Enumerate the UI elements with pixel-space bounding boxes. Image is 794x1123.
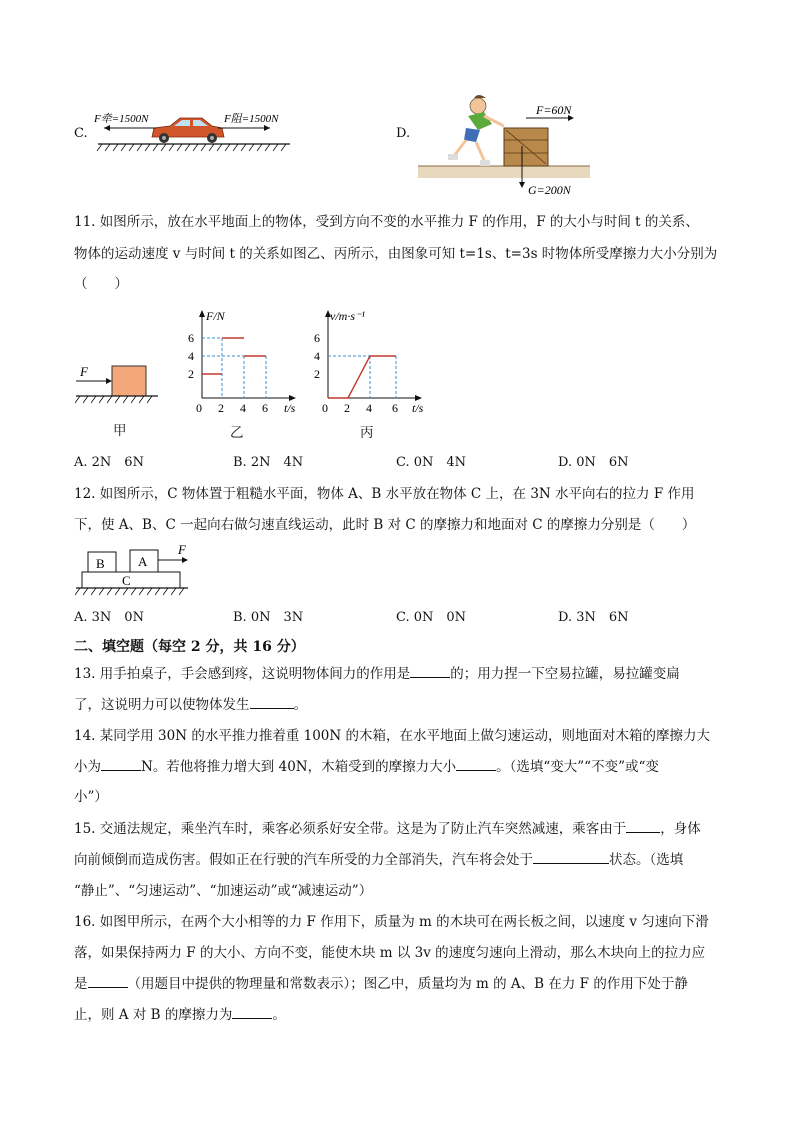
bing-xtick-6: 6 — [392, 401, 398, 415]
box-weight-label: G=200N — [528, 183, 571, 196]
yi-xtick-4: 4 — [240, 401, 246, 415]
bing-xtick-0: 0 — [322, 401, 328, 415]
q11-line1: 11. 如图所示，放在水平地面上的物体，受到方向不变的水平推力 F 的作用，F 的大小与时间 t 的关系、 — [74, 214, 699, 230]
q12-option-a[interactable]: A. 3N 0N — [74, 610, 144, 625]
q12-label-c: C — [122, 573, 131, 588]
yi-xlabel: t/s — [284, 401, 296, 415]
q11-option-b[interactable]: B. 2N 4N — [233, 455, 304, 470]
q16-blank2[interactable] — [232, 1004, 272, 1019]
section-fill-in-title: 二、填空题（每空 2 分，共 16 分） — [74, 639, 305, 655]
q11-line3: （ ） — [74, 276, 128, 292]
option-d-label: D. — [396, 126, 411, 141]
q11-caption-yi: 乙 — [230, 425, 244, 441]
yi-xtick-0: 0 — [196, 401, 202, 415]
bing-ylabel: v/m·s⁻¹ — [330, 309, 365, 323]
yi-ytick-2: 2 — [188, 367, 194, 381]
q15-blank1[interactable] — [626, 818, 660, 833]
q12-option-d[interactable]: D. 3N 6N — [558, 610, 629, 625]
q11-caption-bing: 丙 — [360, 425, 374, 441]
bing-xtick-2: 2 — [344, 401, 350, 415]
q12-label-f: F — [178, 542, 186, 557]
bing-xtick-4: 4 — [366, 401, 372, 415]
q12-label-a: A — [138, 554, 148, 569]
yi-ytick-6: 6 — [188, 331, 194, 345]
box-push-figure — [418, 90, 598, 196]
q15-line3: “静止”、“匀速运动”、“加速运动”或“减速运动”） — [74, 883, 373, 899]
q12-label-b: B — [96, 556, 105, 571]
q13-line1: 13. 用手拍桌子，手会感到疼，这说明物体间力的作用是 的；用力捏一下空易拉罐，易拉罐变扁 — [74, 663, 680, 685]
yi-ylabel: F/N — [206, 309, 225, 323]
q11-caption-jia: 甲 — [113, 423, 127, 439]
box-force-label: F=60N — [536, 103, 572, 117]
q13-line2: 了，这说明力可以使物体发生 。 — [74, 694, 307, 716]
q15-line2: 向前倾倒而造成伤害。假如正在行驶的汽车所受的力全部消失，汽车将会处于 状态。（选填 — [74, 849, 683, 871]
yi-ytick-4: 4 — [188, 349, 194, 363]
q16-line2: 落，如果保持两力 F 的大小、方向不变，能使木块 m 以 3v 的速度匀速向上滑动，那么木块向上的拉力应 — [74, 945, 706, 961]
q14-blank2[interactable] — [456, 756, 496, 771]
q11-option-d[interactable]: D. 0N 6N — [558, 455, 629, 470]
car-force-right-label: F阻=1500N — [224, 113, 279, 125]
bing-ytick-2: 2 — [314, 367, 320, 381]
q15-blank2[interactable] — [533, 849, 609, 864]
q16-blank1[interactable] — [88, 973, 128, 988]
yi-xtick-6: 6 — [262, 401, 268, 415]
q11-chart-yi — [182, 306, 302, 418]
q12-option-c[interactable]: C. 0N 0N — [396, 610, 467, 625]
q14-line2: 小为 N。若他将推力增大到 40N，木箱受到的摩擦力大小 。（选填“变大”“不变”或“变 — [74, 756, 659, 778]
q11-chart-bing — [308, 306, 438, 418]
q11-figure-jia — [72, 360, 162, 410]
q11-option-a[interactable]: A. 2N 6N — [74, 455, 144, 470]
q12-line1: 12. 如图所示，C 物体置于粗糙水平面，物体 A、B 水平放在物体 C 上，在 3N 水平向右的拉力 F 作用 — [74, 486, 695, 502]
q14-line1: 14. 某同学用 30N 的水平推力推着重 100N 的木箱，在水平地面上做匀速运动，则地面对木箱的摩擦力大 — [74, 728, 710, 744]
q14-line3: 小”） — [74, 789, 108, 805]
yi-xtick-2: 2 — [218, 401, 224, 415]
q13-blank2[interactable] — [250, 694, 294, 709]
car-force-left-label: F牵=1500N — [94, 113, 149, 125]
q16-line3: 是 （用题目中提供的物理量和常数表示）；图乙中，质量均为 m 的 A、B 在力 F 的作用下处于静 — [74, 973, 688, 995]
q16-line1: 16. 如图甲所示，在两个大小相等的力 F 作用下，质量为 m 的木块可在两长板之间，以速度 v 匀速向下滑 — [74, 914, 709, 930]
q13-blank1[interactable] — [410, 663, 450, 678]
q12-option-b[interactable]: B. 0N 3N — [233, 610, 304, 625]
option-c-label: C. — [74, 126, 88, 141]
car-force-figure — [94, 104, 294, 154]
bing-ytick-6: 6 — [314, 331, 320, 345]
bing-ytick-4: 4 — [314, 349, 320, 363]
q16-line4: 止，则 A 对 B 的摩擦力为 。 — [74, 1004, 286, 1026]
q12-line2: 下，使 A、B、C 一起向右做匀速直线运动，此时 B 对 C 的摩擦力和地面对 C 的摩擦力分别是（ ） — [74, 517, 696, 533]
q11-option-c[interactable]: C. 0N 4N — [396, 455, 467, 470]
q11-force-f-label: F — [80, 364, 88, 379]
bing-xlabel: t/s — [412, 401, 424, 415]
q12-figure — [72, 540, 198, 602]
q15-line1: 15. 交通法规定，乘坐汽车时，乘客必须系好安全带。这是为了防止汽车突然减速，乘客由于 ，身体 — [74, 818, 701, 840]
q14-blank1[interactable] — [101, 756, 141, 771]
q11-line2: 物体的运动速度 v 与时间 t 的关系如图乙、丙所示，由图象可知 t=1s、t=3s 时物体所受摩擦力大小分别为 — [74, 246, 718, 262]
